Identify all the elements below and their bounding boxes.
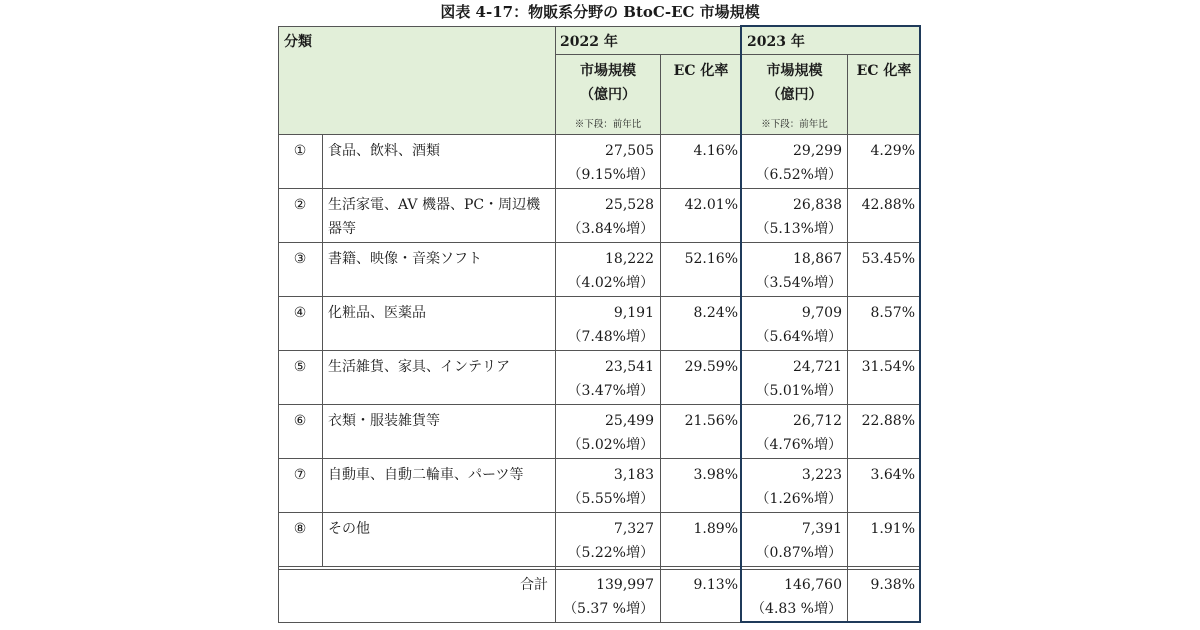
- header-year-2023: 2023 年: [747, 34, 805, 50]
- row-value-2023: 26,838: [793, 197, 842, 213]
- header-market-size-2022: 市場規模: [580, 63, 636, 79]
- row-growth-2023: （1.26%増）: [755, 491, 842, 507]
- row-growth-2022: （5.55%増）: [567, 491, 654, 507]
- header-market-unit-2022: （億円）: [580, 87, 636, 103]
- row-category: 化粧品、医薬品: [328, 305, 426, 321]
- header-note-2023: ※下段：前年比: [761, 119, 828, 130]
- header-note-2022: ※下段：前年比: [574, 119, 642, 130]
- row-category-cont: 器等: [328, 221, 356, 237]
- total-ec-rate-2022: 9.13%: [693, 577, 738, 593]
- row-value-2023: 26,712: [793, 413, 842, 429]
- row-ec-rate-2022: 29.59%: [684, 359, 738, 375]
- total-ec-rate-2023: 9.38%: [870, 577, 915, 593]
- row-value-2023: 18,867: [793, 251, 842, 267]
- row-value-2023: 29,299: [793, 143, 842, 159]
- total-value-2022: 139,997: [596, 577, 654, 593]
- row-number: ③: [293, 251, 307, 267]
- row-value-2023: 3,223: [801, 467, 842, 483]
- row-number: ②: [293, 197, 307, 213]
- total-value-2023: 146,760: [784, 577, 842, 593]
- row-ec-rate-2022: 8.24%: [693, 305, 738, 321]
- row-ec-rate-2023: 4.29%: [870, 143, 915, 159]
- header-category: 分類: [284, 34, 312, 50]
- row-growth-2022: （3.47%増）: [567, 383, 654, 399]
- row-ec-rate-2023: 8.57%: [870, 305, 915, 321]
- row-category: 衣類・服装雑貨等: [328, 413, 440, 429]
- row-ec-rate-2023: 22.88%: [861, 413, 915, 429]
- row-value-2023: 24,721: [793, 359, 842, 375]
- row-growth-2022: （7.48%増）: [567, 329, 654, 345]
- row-value-2022: 9,191: [613, 305, 654, 321]
- row-growth-2022: （5.22%増）: [567, 545, 654, 561]
- total-growth-2023: （4.83 %増）: [751, 601, 842, 617]
- table-title: 図表 4-17：物販系分野の BtoC-EC 市場規模: [440, 3, 760, 21]
- row-growth-2023: （6.52%増）: [755, 167, 842, 183]
- row-ec-rate-2022: 42.01%: [684, 197, 738, 213]
- row-number: ⑧: [293, 521, 307, 537]
- row-category: 自動車、自動二輪車、パーツ等: [328, 467, 524, 483]
- header-ec-rate-2022: EC 化率: [673, 63, 729, 79]
- row-growth-2023: （5.13%増）: [755, 221, 842, 237]
- row-ec-rate-2023: 3.64%: [870, 467, 915, 483]
- row-value-2022: 23,541: [605, 359, 654, 375]
- row-value-2022: 3,183: [613, 467, 654, 483]
- row-category: 生活雑貨、家具、インテリア: [328, 359, 510, 375]
- header-year-2022: 2022 年: [560, 34, 618, 50]
- row-category: その他: [328, 521, 370, 537]
- row-value-2022: 27,505: [605, 143, 654, 159]
- header-market-unit-2023: （億円）: [766, 87, 823, 103]
- row-ec-rate-2023: 53.45%: [861, 251, 915, 267]
- row-ec-rate-2022: 1.89%: [693, 521, 738, 537]
- row-growth-2022: （5.02%増）: [567, 437, 654, 453]
- row-growth-2022: （4.02%増）: [567, 275, 654, 291]
- total-label: 合計: [520, 577, 548, 593]
- row-category: 書籍、映像・音楽ソフト: [328, 251, 482, 267]
- row-ec-rate-2022: 52.16%: [684, 251, 738, 267]
- row-ec-rate-2022: 3.98%: [693, 467, 738, 483]
- row-ec-rate-2022: 21.56%: [684, 413, 738, 429]
- row-number: ④: [293, 305, 307, 321]
- row-growth-2023: （5.64%増）: [755, 329, 842, 345]
- row-value-2022: 25,499: [605, 413, 654, 429]
- row-value-2023: 7,391: [801, 521, 842, 537]
- row-ec-rate-2022: 4.16%: [693, 143, 738, 159]
- row-value-2022: 25,528: [605, 197, 654, 213]
- row-number: ⑦: [293, 467, 307, 483]
- total-growth-2022: （5.37 %増）: [563, 601, 654, 617]
- header-ec-rate-2023: EC 化率: [856, 63, 912, 79]
- row-growth-2022: （3.84%増）: [567, 221, 654, 237]
- row-category: 生活家電、AV 機器、PC・周辺機: [328, 197, 541, 213]
- row-value-2022: 7,327: [613, 521, 654, 537]
- row-category: 食品、飲料、酒類: [328, 143, 440, 159]
- row-growth-2023: （4.76%増）: [755, 437, 842, 453]
- row-number: ⑥: [293, 413, 307, 429]
- row-growth-2022: （9.15%増）: [567, 167, 654, 183]
- row-ec-rate-2023: 42.88%: [861, 197, 915, 213]
- row-growth-2023: （5.01%増）: [755, 383, 842, 399]
- row-number: ①: [293, 143, 307, 159]
- row-ec-rate-2023: 31.54%: [861, 359, 915, 375]
- row-value-2022: 18,222: [605, 251, 654, 267]
- row-number: ⑤: [293, 359, 307, 375]
- row-growth-2023: （3.54%増）: [755, 275, 842, 291]
- row-growth-2023: （0.87%増）: [755, 545, 842, 561]
- row-ec-rate-2023: 1.91%: [870, 521, 915, 537]
- header-market-size-2023: 市場規模: [766, 63, 823, 79]
- row-value-2023: 9,709: [801, 305, 842, 321]
